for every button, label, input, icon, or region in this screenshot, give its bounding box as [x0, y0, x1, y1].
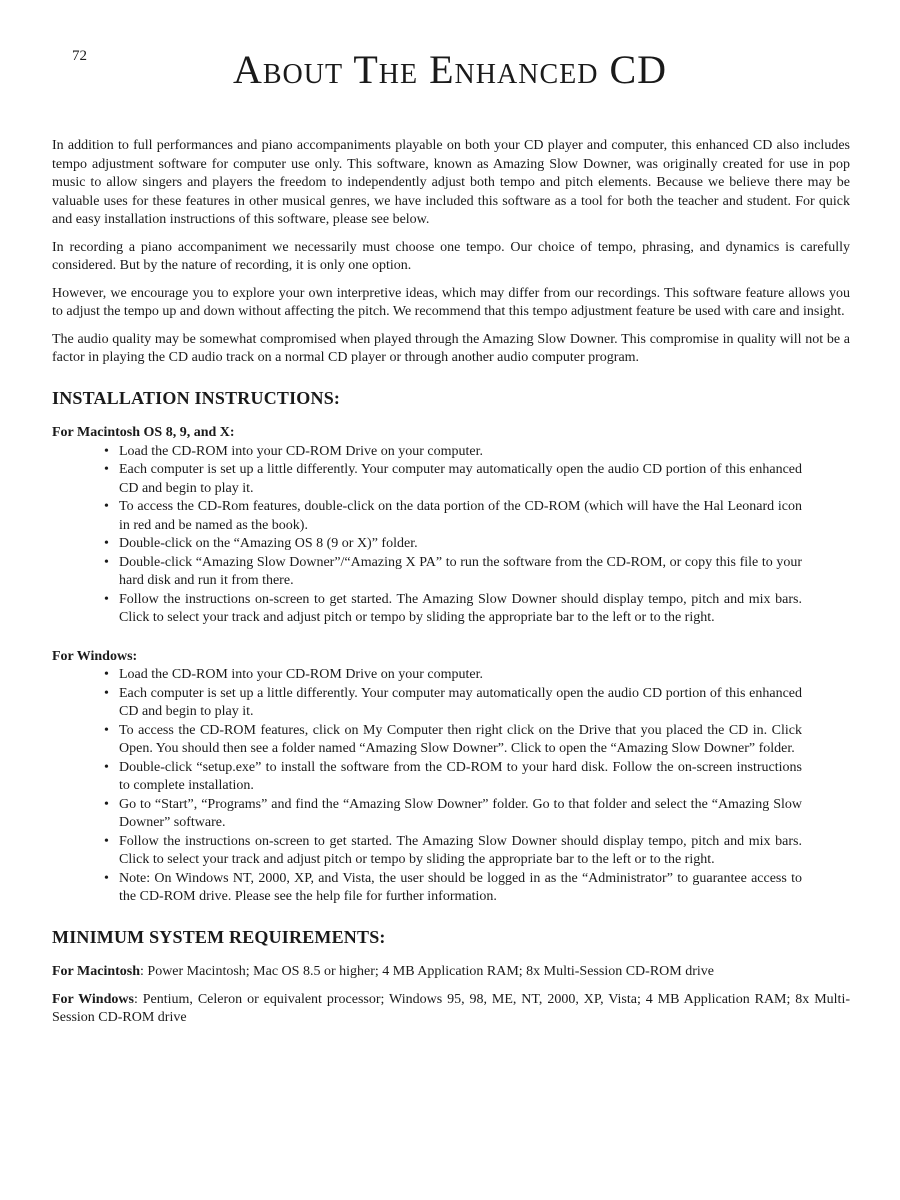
list-item: • Load the CD-ROM into your CD-ROM Drive on your computer. [102, 443, 802, 462]
mac-install-steps [52, 443, 802, 628]
windows-requirements-text: : Pentium, Celeron or equivalent processor; Windows 95, 98, ME, NT, 2000, XP, Vista; 4 MB Application RAM; 8x Multi-Session CD-ROM drive [52, 991, 851, 1025]
page-title: About The Enhanced CD [232, 47, 668, 92]
installation-heading: INSTALLATION INSTRUCTIONS: [52, 387, 341, 408]
list-item: • Double-click “setup.exe” to install the software from the CD-ROM to your hard disk. Follow the on-screen instructions to complete installation. [102, 759, 802, 796]
list-item: • Load the CD-ROM into your CD-ROM Drive on your computer. [102, 666, 802, 685]
list-item: • Double-click “Amazing Slow Downer”/“Amazing X PA” to run the software from the CD-ROM, or copy this file to your hard disk and run it from there. [102, 554, 802, 591]
requirements-heading: MINIMUM SYSTEM REQUIREMENTS: [52, 926, 386, 947]
intro-paragraph: In addition to full performances and piano accompaniments playable on both your CD player and computer, this enhanced CD also includes tempo adjustment software for computer use only. This software, known as Amazing Slow Downer, was originally created for use in pop music to allow singers and players the freedom to independently adjust both tempo and pitch elements. Because we believe there may be valuable uses for these features in other musical genres, we have included this software as a tool for both the teacher and student. For quick and easy installation instructions of this software, please see below. [52, 138, 850, 227]
list-item: • To access the CD-Rom features, double-click on the data portion of the CD-ROM (which will have the Hal Leonard icon in red and be named as the book). [102, 498, 802, 535]
list-item: • Go to “Start”, “Programs” and find the “Amazing Slow Downer” folder. Go to that folder and select the “Amazing Slow Downer” software. [102, 796, 802, 833]
windows-install-steps [52, 666, 802, 907]
list-item: • To access the CD-ROM features, click on My Computer then right click on the Drive that you placed the CD in. Click Open. You should then see a folder named “Amazing Slow Downer”. Click to open the “Amazing Slow Downer” folder. [102, 722, 802, 759]
list-item: • Follow the instructions on-screen to get started. The Amazing Slow Downer should display tempo, pitch and mix bars. Click to select your track and adjust pitch or tempo by sliding the appropriate bar to the left or to the right. [102, 591, 802, 628]
list-item: • Note: On Windows NT, 2000, XP, and Vista, the user should be logged in as the “Administrator” to guarantee access to the CD-ROM drive. Please see the help file for further information. [102, 870, 802, 907]
mac-install-heading: For Macintosh OS 8, 9, and X: [52, 425, 235, 440]
list-item: • Each computer is set up a little differently. Your computer may automatically open the audio CD portion of this enhanced CD and begin to play it. [102, 685, 802, 722]
page-number: 72 [72, 48, 87, 64]
intro-paragraph: In recording a piano accompaniment we necessarily must choose one tempo. Our choice of tempo, phrasing, and dynamics is carefully considered. But by the nature of recording, it is only one option. [52, 239, 850, 273]
list-item: • Each computer is set up a little differently. Your computer may automatically open the audio CD portion of this enhanced CD and begin to play it. [102, 461, 802, 498]
mac-requirements-text: : Power Macintosh; Mac OS 8.5 or higher; 4 MB Application RAM; 8x Multi-Session CD-ROM drive [140, 964, 714, 979]
page-content [52, 137, 850, 1037]
windows-requirements-label: For Windows [52, 991, 134, 1007]
mac-requirements [52, 963, 850, 982]
intro-paragraph: The audio quality may be somewhat compromised when played through the Amazing Slow Downer. This compromise in quality will not be a factor in playing the CD audio track on a normal CD player or through another audio computer program. [52, 331, 850, 365]
windows-requirements [52, 991, 850, 1028]
list-item: • Follow the instructions on-screen to get started. The Amazing Slow Downer should display tempo, pitch and mix bars. Click to select your track and adjust pitch or tempo by sliding the appropriate bar to the left or to the right. [102, 833, 802, 870]
mac-requirements-label: For Macintosh [52, 964, 141, 979]
list-item: • Double-click on the “Amazing OS 8 (9 or X)” folder. [102, 535, 802, 554]
intro-paragraph: However, we encourage you to explore your own interpretive ideas, which may differ from our recordings. This software feature allows you to adjust the tempo up and down without affecting the pitch. We recommend that this tempo adjustment feature be used with care and insight. [52, 285, 850, 319]
windows-install-heading: For Windows: [52, 648, 138, 664]
